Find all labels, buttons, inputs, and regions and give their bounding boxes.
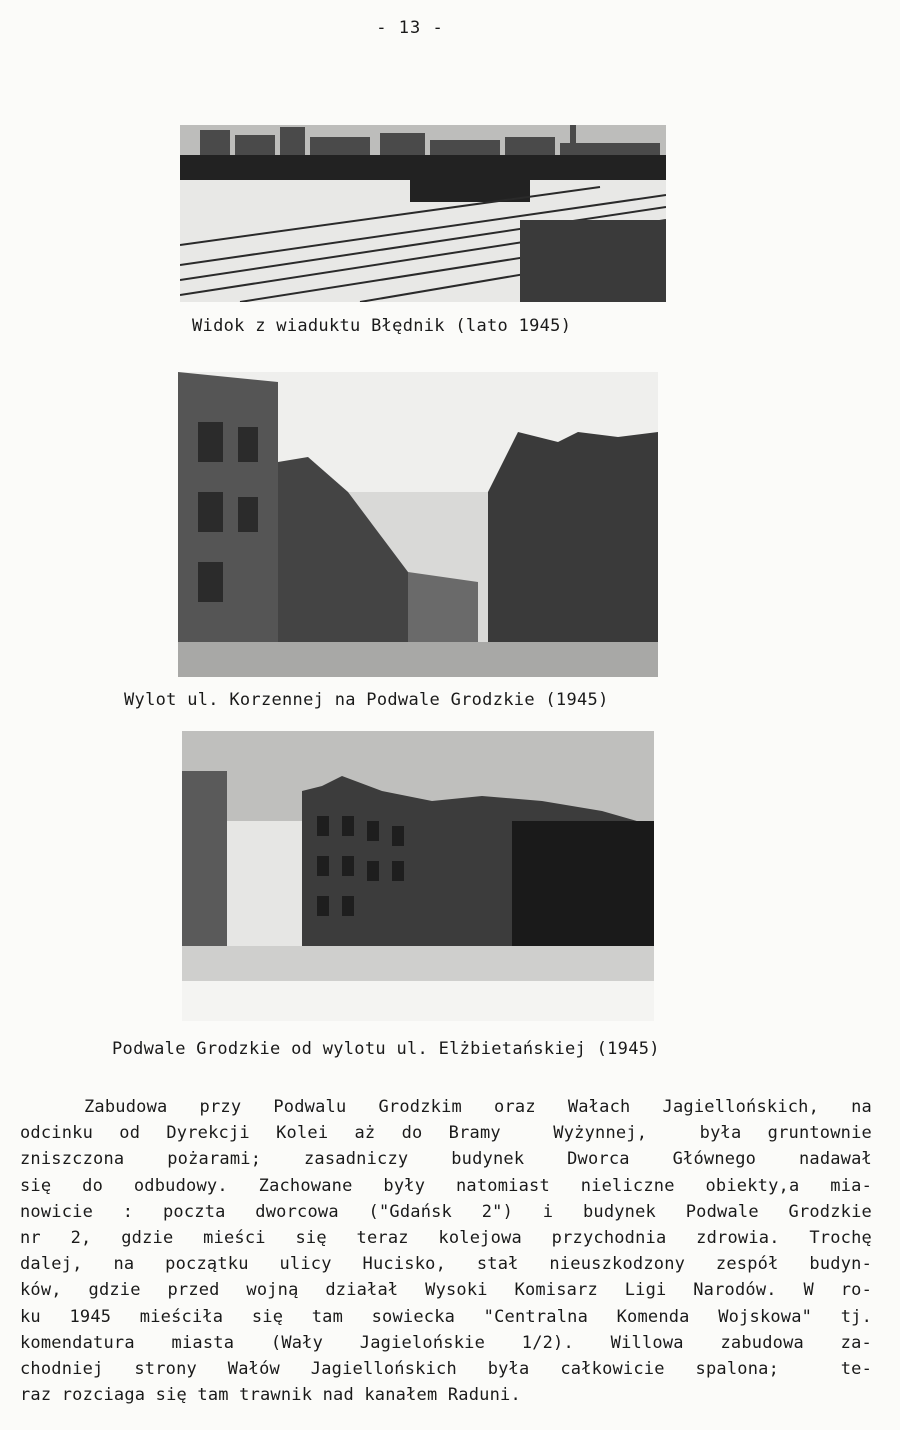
podwale-photo-image [182, 731, 654, 1021]
body-line: Zabudowa przy Podwalu Grodzkim oraz Wałach Jagiellońskich, na [84, 1097, 872, 1117]
street-ruins-photo-image [178, 372, 658, 677]
photo-caption-1: Widok z wiaduktu Błędnik (lato 1945) [192, 316, 572, 336]
body-line: chodniej strony Wałów Jagiellońskich była całkowicie spalona; te- [20, 1359, 872, 1380]
photo-railway-view [180, 125, 666, 302]
body-line: komendatura miasta (Wały Jagielońskie 1/2). Willowa zabudowa za- [20, 1332, 872, 1353]
railway-photo-image [180, 125, 666, 302]
body-line: się do odbudowy. Zachowane były natomiast nieliczne obiekty,a mia- [20, 1175, 872, 1196]
body-paragraph [20, 1094, 872, 1408]
body-line: ku 1945 mieściła się tam sowiecka "Centralna Komenda Wojskowa" tj. [20, 1306, 872, 1327]
photo-caption-3: Podwale Grodzkie od wylotu ul. Elżbietańskiej (1945) [112, 1039, 660, 1059]
body-line: raz rozciaga się tam trawnik nad kanałem Raduni. [20, 1385, 521, 1406]
body-line: odcinku od Dyrekcji Kolei aż do Bramy Wyżynnej, była gruntownie [20, 1123, 872, 1144]
photo-caption-2: Wylot ul. Korzennej na Podwale Grodzkie (1945) [124, 690, 609, 710]
photo-podwale-grodzkie [182, 731, 654, 1021]
body-line: zniszczona pożarami; zasadniczy budynek Dworca Głównego nadawał [20, 1149, 872, 1170]
body-line: nowicie : poczta dworcowa ("Gdańsk 2") i budynek Podwale Grodzkie [20, 1201, 872, 1222]
body-line: dalej, na początku ulicy Hucisko, stał nieuszkodzony zespół budyn- [20, 1254, 872, 1275]
page-number: - 13 - [376, 18, 444, 38]
photo-korzenna-street [178, 372, 658, 677]
body-line: ków, gdzie przed wojną działał Wysoki Komisarz Ligi Narodów. W ro- [20, 1280, 872, 1301]
body-line: nr 2, gdzie mieści się teraz kolejowa przychodnia zdrowia. Trochę [20, 1228, 872, 1249]
